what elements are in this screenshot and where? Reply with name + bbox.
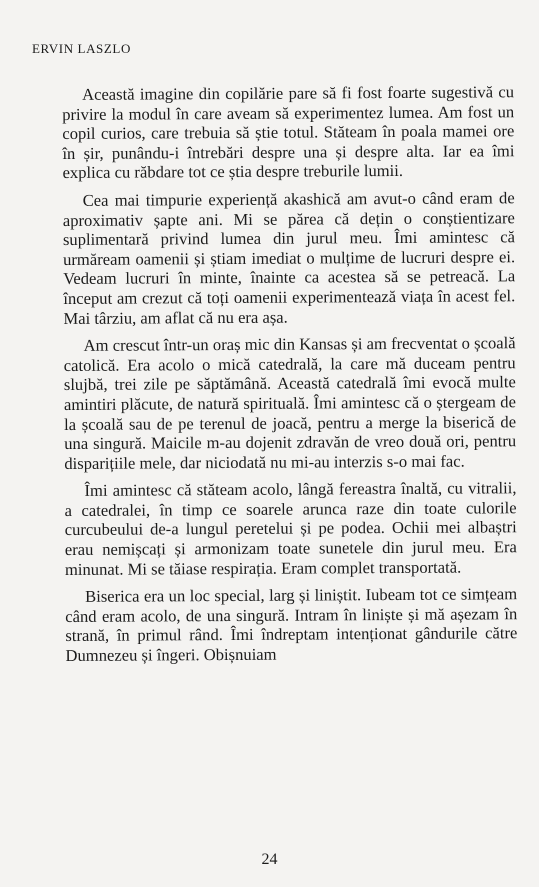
body-text bbox=[62, 82, 518, 673]
paragraph-5: Biserica era un loc special, larg și liniștit. Iubeam tot ce simțeam când eram acolo, de una singură. Intram în liniște și mă așezam în strană, în primul rând. Îmi îndreptam intenționat gândurile către Dumnezeu și îngeri. Obișnuiam bbox=[65, 584, 518, 666]
paragraph-4: Îmi amintesc că stăteam acolo, lângă fereastra înaltă, cu vitralii, a catedralei, în timp ce soarele arunca raze din toate culorile curcubeului de-a lungul peretelui și pe podea. Ochii mei albaștri erau nemișcați și armonizam toate sunetele din jurul meu. Era minunat. Mi se tăiase respirația. Eram complet transportată. bbox=[64, 478, 517, 579]
running-header-author: ERVIN LASZLO bbox=[32, 41, 131, 56]
paragraph-3: Am crescut într-un oraș mic din Kansas și am frecventat o școală catolică. Era acolo o mică catedrală, la care mă duceam pentru slujbă, trei zile pe săptămână. Această catedrală îmi evocă multe amintiri plăcute, de natură spirituală. Îmi amintesc că o ștergeam de la școală sau de pe terenul de joacă, pentru a merge la biserică de una singură. Maicile m-au dojenit zdravăn de vreo două ori, pentru disparițiile mele, dar niciodată nu mi-au interzis s-o mai fac. bbox=[63, 333, 517, 473]
paragraph-2: Cea mai timpurie experiență akashică am avut-o când eram de aproximativ șapte ani. Mi se părea că dețin o conștientizare suplimentară privind lumea din jurul meu. Îmi amintesc că urmăream oamenii și știam imediat o mulțime de lucruri despre ei. Vedeam lucruri în minte, înainte ca acestea să se petreacă. La început am crezut că toți oamenii experimentează viața în acest fel. Mai târziu, am aflat că nu era așa. bbox=[62, 188, 516, 328]
page-number: 24 bbox=[261, 851, 278, 868]
paragraph-1: Această imagine din copilărie pare să fi fost foarte sugestivă cu privire la modul în care aveam să experimentez lumea. Am fost un copil curios, care trebuia să știe totul. Stăteam în poala mamei ore în șir, punându-i întrebări despre una și despre alta. Iar ea îmi explica cu răbdare tot ce știa despre treburile lumii. bbox=[62, 82, 515, 183]
